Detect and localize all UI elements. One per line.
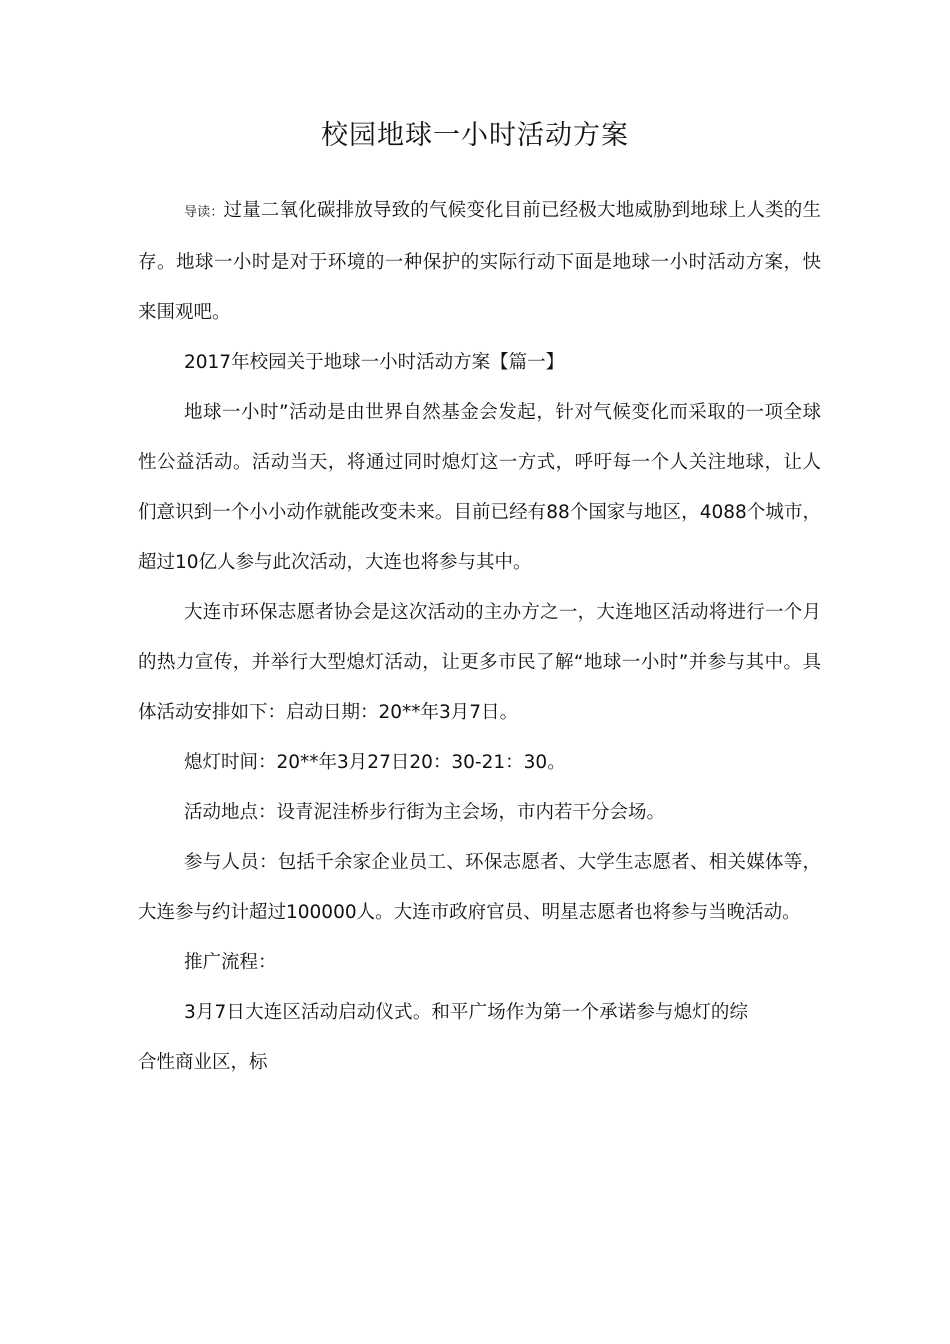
intro-paragraph [138, 186, 821, 338]
paragraph-venue: 活动地点：设青泥洼桥步行街为主会场，市内若干分会场。 [184, 802, 666, 823]
intro-text: 过量二氧化碳排放导致的气候变化目前已经极大地威胁到地球上人类的生存。地球一小时是对于环境的一种保护的实际行动下面是地球一小时活动方案，快来围观吧。 [138, 200, 821, 323]
intro-label: 导读： [184, 205, 224, 220]
section-heading: 2017年校园关于地球一小时活动方案【篇一】 [184, 352, 565, 373]
paragraph-promotion-label: 推广流程： [184, 952, 277, 973]
document-title: 校园地球一小时活动方案 [321, 120, 629, 151]
paragraph-event-overview: 地球一小时”活动是由世界自然基金会发起，针对气候变化而采取的一项全球性公益活动。活动当天，将通过同时熄灯这一方式，呼吁每一个人关注地球，让人们意识到一个小小动作就能改变未来。目前已经有88个国家与地区，4088个城市，超过10亿人参与此次活动，大连也将参与其中。 [138, 402, 821, 573]
paragraph-organizer: 大连市环保志愿者协会是这次活动的主办方之一，大连地区活动将进行一个月的热力宣传，并举行大型熄灯活动，让更多市民了解“地球一小时”并参与其中。具体活动安排如下：启动日期：20**年3月7日。 [138, 602, 821, 723]
paragraph-launch-ceremony: 3月7日大连区活动启动仪式。和平广场作为第一个承诺参与熄灯的综合性商业区，标 [138, 1002, 748, 1073]
paragraph-participants: 参与人员：包括千余家企业员工、环保志愿者、大学生志愿者、相关媒体等，大连参与约计超过100000人。大连市政府官员、明星志愿者也将参与当晚活动。 [138, 852, 821, 923]
paragraph-lights-off-time: 熄灯时间：20**年3月27日20：30-21：30。 [184, 752, 566, 773]
document-body [138, 186, 821, 1088]
